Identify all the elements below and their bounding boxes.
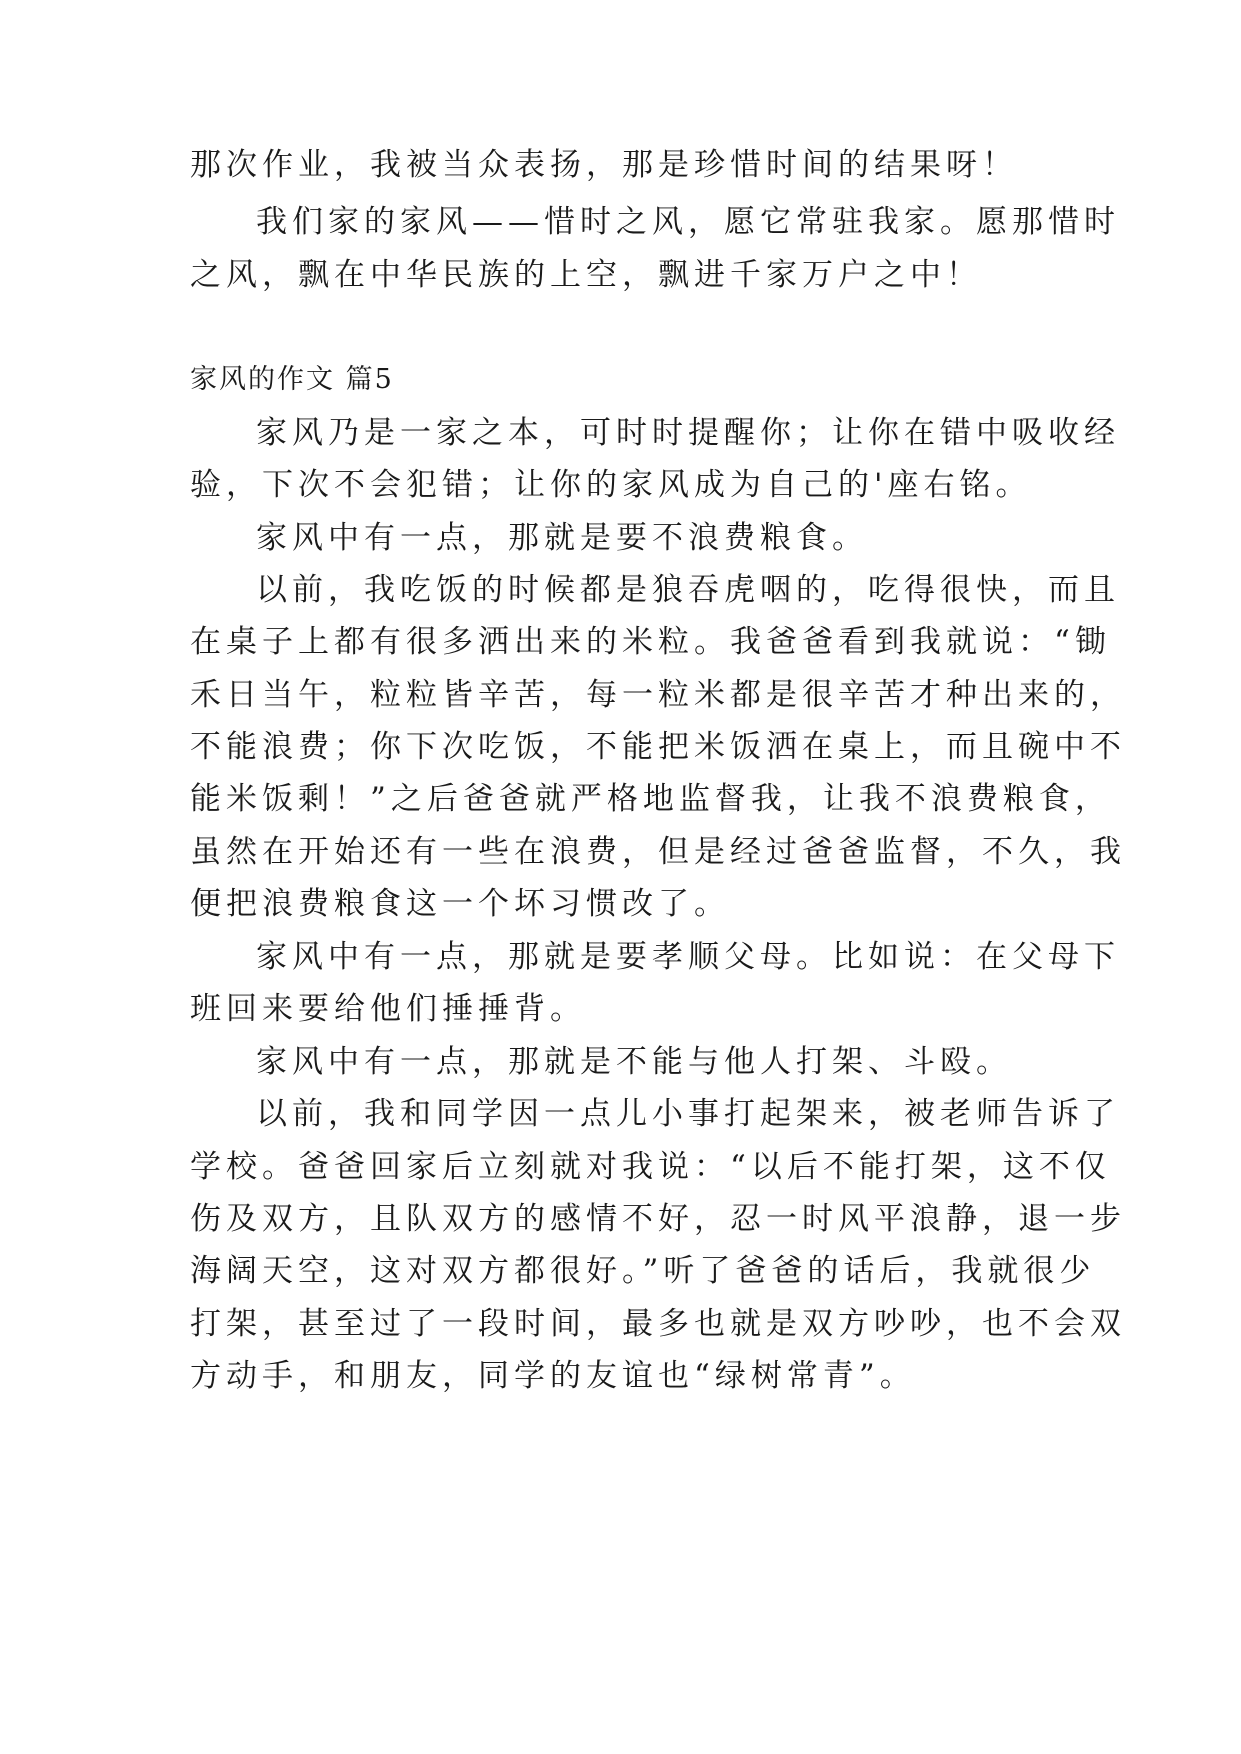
section-heading: 家风的作文 篇5: [190, 364, 394, 395]
paragraph-line: 班回来要给他们捶捶背。: [190, 991, 586, 1027]
paragraph-line: 家风中有一点，那就是不能与他人打架、斗殴。: [256, 1044, 1012, 1080]
paragraph-line: 海阔天空，这对双方都很好。”听了爸爸的话后，我就很少: [190, 1253, 1096, 1289]
paragraph-line: 家风中有一点，那就是要孝顺父母。比如说：在父母下: [256, 939, 1120, 975]
paragraph-line: 之风，飘在中华民族的上空，飘进千家万户之中！: [190, 257, 982, 293]
paragraph-line: 不能浪费；你下次吃饭，不能把米饭洒在桌上，而且碗中不: [190, 729, 1126, 765]
paragraph-line: 能米饭剩！”之后爸爸就严格地监督我，让我不浪费粮食，: [190, 781, 1111, 817]
paragraph-line: 在桌子上都有很多洒出来的米粒。我爸爸看到我就说：“锄: [190, 624, 1111, 660]
paragraph-line: 我们家的家风——惜时之风，愿它常驻我家。愿那惜时: [256, 204, 1120, 240]
paragraph-line: 便把浪费粮食这一个坏习惯改了。: [190, 886, 730, 922]
paragraph-line: 学校。爸爸回家后立刻就对我说：“以后不能打架，这不仅: [190, 1149, 1111, 1185]
paragraph-line: 以前，我和同学因一点儿小事打起架来，被老师告诉了: [256, 1096, 1120, 1132]
paragraph-line: 家风乃是一家之本，可时时提醒你；让你在错中吸收经: [256, 415, 1120, 451]
paragraph-line: 伤及双方，且队双方的感情不好，忍一时风平浪静，退一步: [190, 1201, 1126, 1237]
paragraph-line: 验，下次不会犯错；让你的家风成为自己的'座右铭。: [190, 467, 1032, 503]
paragraph-line: 以前，我吃饭的时候都是狼吞虎咽的，吃得很快，而且: [256, 572, 1120, 608]
paragraph-line: 方动手，和朋友，同学的友谊也“绿树常青”。: [190, 1358, 916, 1394]
paragraph-line: 那次作业，我被当众表扬，那是珍惜时间的结果呀！: [190, 147, 1018, 183]
paragraph-line: 虽然在开始还有一些在浪费，但是经过爸爸监督，不久，我: [190, 834, 1126, 870]
paragraph-line: 打架，甚至过了一段时间，最多也就是双方吵吵，也不会双: [190, 1306, 1126, 1342]
paragraph-line: 家风中有一点，那就是要不浪费粮食。: [256, 520, 868, 556]
paragraph-line: 禾日当午，粒粒皆辛苦，每一粒米都是很辛苦才种出来的，: [190, 677, 1126, 713]
